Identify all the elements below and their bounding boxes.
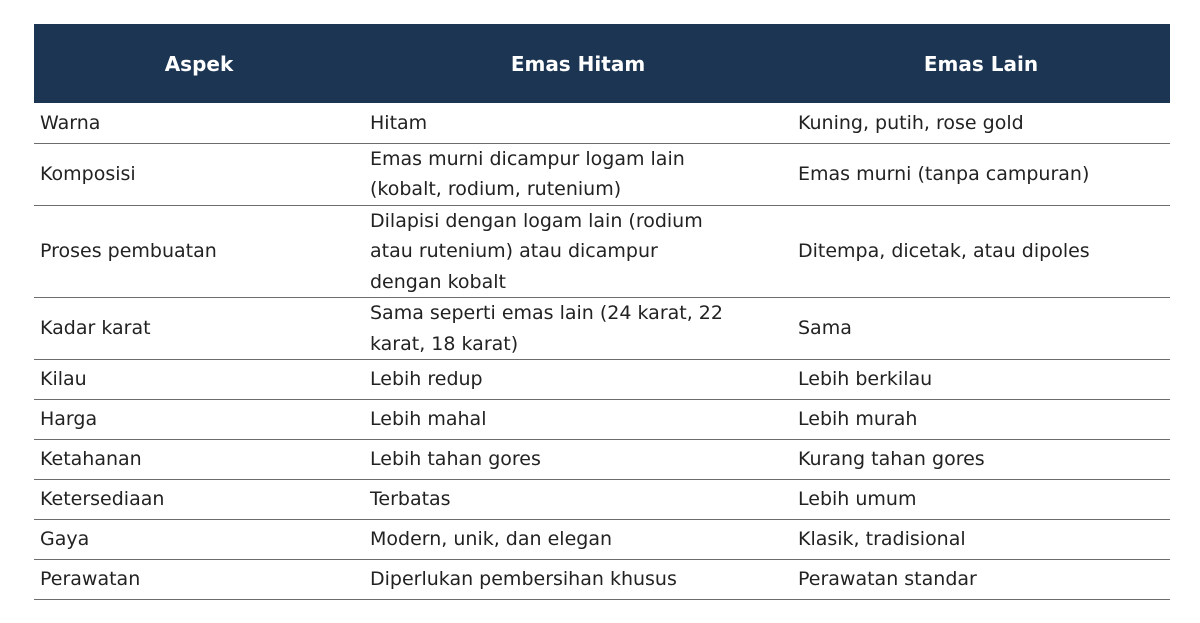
table-row [34,560,1170,600]
cell-emas-lain: Klasik, tradisional [792,520,1170,560]
table-row [34,205,1170,298]
cell-aspek: Proses pembuatan [34,205,364,298]
cell-emas-lain: Emas murni (tanpa campuran) [792,143,1170,205]
cell-aspek: Komposisi [34,143,364,205]
cell-emas-lain: Lebih murah [792,400,1170,440]
table-row [34,360,1170,400]
header-cell-emas-hitam: Emas Hitam [364,24,792,103]
cell-emas-lain: Lebih umum [792,480,1170,520]
cell-emas-lain: Sama [792,298,1170,360]
cell-emas-hitam: Emas murni dicampur logam lain (kobalt, rodium, rutenium) [364,143,792,205]
header-cell-emas-lain: Emas Lain [792,24,1170,103]
table-row [34,520,1170,560]
cell-aspek: Perawatan [34,560,364,600]
table-row [34,400,1170,440]
cell-aspek: Kadar karat [34,298,364,360]
cell-emas-hitam: Lebih redup [364,360,792,400]
cell-emas-hitam: Dilapisi dengan logam lain (rodium atau rutenium) atau dicampur dengan kobalt [364,205,792,298]
table-row [34,480,1170,520]
cell-aspek: Ketersediaan [34,480,364,520]
cell-emas-hitam: Terbatas [364,480,792,520]
cell-emas-hitam: Diperlukan pembersihan khusus [364,560,792,600]
table-row [34,440,1170,480]
cell-emas-hitam: Modern, unik, dan elegan [364,520,792,560]
cell-emas-lain: Kuning, putih, rose gold [792,103,1170,143]
cell-emas-lain: Perawatan standar [792,560,1170,600]
table-row [34,298,1170,360]
cell-aspek: Gaya [34,520,364,560]
header-cell-aspek: Aspek [34,24,364,103]
table-row [34,103,1170,143]
cell-aspek: Ketahanan [34,440,364,480]
cell-emas-hitam: Sama seperti emas lain (24 karat, 22 karat, 18 karat) [364,298,792,360]
cell-aspek: Harga [34,400,364,440]
header-row [34,24,1170,103]
cell-emas-hitam: Lebih mahal [364,400,792,440]
table-body [34,103,1170,600]
cell-emas-hitam: Lebih tahan gores [364,440,792,480]
table-header [34,24,1170,103]
cell-emas-hitam: Hitam [364,103,792,143]
comparison-table [34,24,1170,600]
comparison-table-container [34,24,1170,600]
cell-aspek: Kilau [34,360,364,400]
cell-emas-lain: Ditempa, dicetak, atau dipoles [792,205,1170,298]
cell-emas-lain: Lebih berkilau [792,360,1170,400]
cell-emas-lain: Kurang tahan gores [792,440,1170,480]
cell-aspek: Warna [34,103,364,143]
table-row [34,143,1170,205]
